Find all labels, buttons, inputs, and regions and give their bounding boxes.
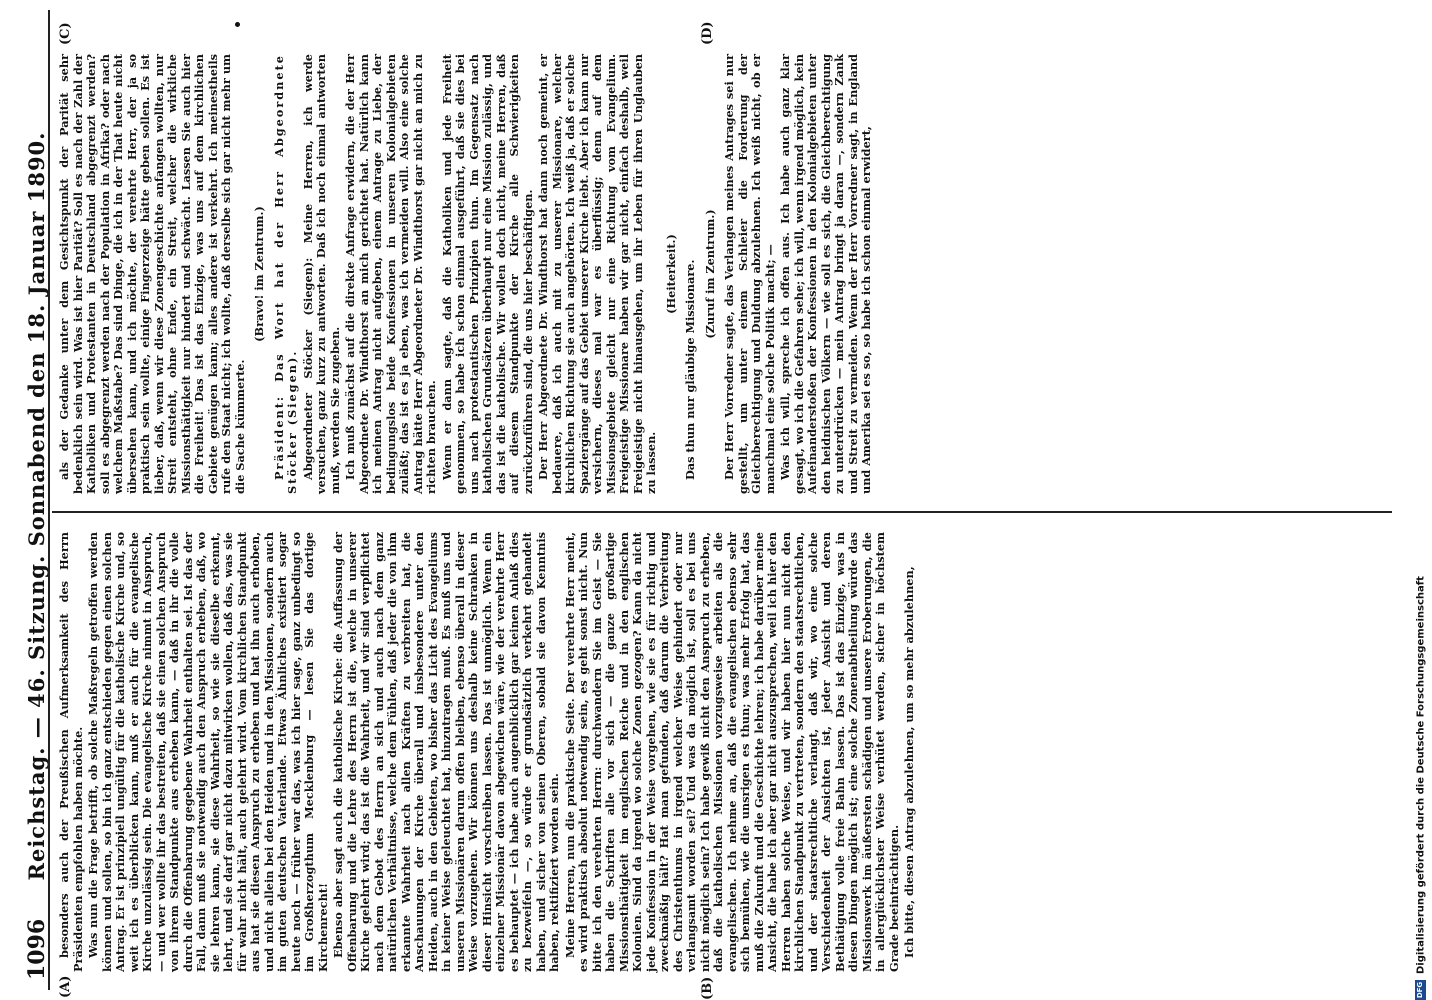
paragraph: Der Herr Vorredner sagte, das Verlangen meines Antrages sei nur gestellt, um unter einem Schleier die Forderung der Gleichberechtigung und Duldung abzulehnen. Ich weiß nicht, ob er manchmal eine solche Politik macht; — — [722, 54, 777, 494]
paragraph: Der Herr Abgeordnete Dr. Windthorst hat dann noch gemeint, er bedauere, daß ich auch mit zu unserer Missionare, welcher kirchlichen Richtung sie auch angehörten. Ich weiß ja, daß er solche Spaziergänge auf das Gebiet unserer Kirche liebt. Aber ich kann nur versichern, dieses mal war es überflüssig; denn auf dem Missionsgebiete gleicht nur eine Richtung vom Evangelium. Freigeistige Missionare haben wir gar nicht, einfach deshalb, weil Freigeistige nicht hinausgehen, um ihr Leben für ihren Unglauben zu lassen. — [536, 54, 658, 494]
paragraph: besonders auch der Preußischen Aufmerksamkeit des Herrn Präsidenten empfohlen haben möchte. — [57, 532, 85, 972]
speaker-line: Präsident: Das Wort hat der Herr Abgeordnete Stöcker (Siegen). — [271, 54, 299, 494]
paragraph: Abgeordneter Stöcker (Siegen): Meine Herren, ich werde versuchen, ganz kurz zu antworten. Daß ich noch einmal antworten muß, werden Sie zugeben. — [300, 54, 342, 494]
interjection: (Heiterkeit.) — [663, 234, 678, 314]
page-title: Reichstag. — 46. Sitzung. Sonnabend den 18. Januar 1890. — [24, 131, 49, 881]
right-column — [58, 54, 876, 494]
paragraph: Was ich will, spreche ich offen aus. Ich habe auch ganz klar gesagt, wo ich die Gefahren sehe; ich will, wenn irgend möglich, kein Aufeinanderstoßen der Konfessionen in den Kolonialgebieten unter den heidnischen Völkern — wie soll es sich, die Gleichberechtigung zu unterdrücken — mein Antrag bringt ja daran —, sondern Zank und Streit zu vermeiden. Wenn der Herr Vorredner sagt, in England und Amerika sei es so, so habe ich schon einmal erwidert, — [778, 53, 873, 494]
paragraph: Meine Herren, nun die praktische Seite. Der verehrte Herr meint, es wird praktisch absolut notwendig sein, es geht sonst nicht. Nun bitte ich den verehrten Herrn: durchwandern Sie im Geist — Sie haben die Schriften alle vor sich — die ganze großartige Missionsthätigkeit im englischen Reiche und in den englischen Kolonien. Sind da irgend wo solche Zonen gezogen? Kann da nicht jede Konfession in der Weise vorgehen, wie sie es für richtig und zweckmäßig hält? Hat man gefunden, daß darum die Verbreitung des Christenthums in irgend welcher Weise gehindert oder nur verlangsamt worden sei? Und was da möglich ist, soll es bei uns nicht möglich sein? Ich habe gewiß nicht den Anspruch zu erheben, daß die katholischen Missionen vorzugsweise arbeiten als die evangelischen. Ich nehme an, daß die evangelischen ebenso sehr sich bemühen, wie die unsrigen es thun; was mehr Erfolg hat, das muß die Zukunft und die Geschichte lehren; ich habe darüber meine Ansicht, die habe ich aber gar nicht auszusprechen, weil ich hier den Herren haben solche Weise, und wir haben hier nun nicht den kirchlichen Standpunkt zu vertreten, sondern den staatsrechtlichen, und der staatsrechtliche verlangt, daß wir, wo eine solche Verschiedenheit der Ansichten ist, jeder Ansicht und deren Bethätigung volle freie Bahn lassen. Das ist das Einzige, was in diesen Dingen möglich ist; eine solche Zonenabtheilung würde das Missionswerk im äußersten schädigen und unsere Eroberungen, die in allerglücklichster Weise verhütet werden, sicher in höchstem Grade beeinträchtigen. — [562, 532, 901, 972]
margin-mark-d: (D) — [700, 21, 715, 45]
margin-mark-a: (A) — [58, 975, 73, 998]
interjection: (Bravo! im Zentrum.) — [252, 206, 266, 342]
margin-mark-b: (B) — [700, 976, 715, 1000]
funding-note-text: Digitalisierung gefördert durch die Deutsche Forschungsgemeinschaft — [1415, 576, 1427, 974]
margin-mark-c: (C) — [58, 22, 73, 45]
paragraph: als der Gedanke unter dem Gesichtspunkt der Parität sehr bedenklich sein wird. Was ist hier Parität? Soll es nach der Zahl der Katholiken und Protestanten in Deutschland abgegrenzt werden? soll es abgegrenzt werden nach der Population in Afrika? oder nach welchem Maßstabe? Das sind Dinge, die ich in der That heute nicht übersehen kann, und ich möchte, der verehrte Herr, der ja so praktisch sein wollte, einige Fingerzeige hätte geben sollen. Es ist lieber, daß, wenn wir diese Zonengeschichte anfangen wollten, nur Streit entsteht, ohne Ende, ein Streit, welcher die wirkliche Missionsthätigkeit nur hindert und schwächt. Lassen Sie auch hier die Freiheit! Das ist das Einzige, was uns auf dem kirchlichen Gebiete genügen kann; alles andere ist verkehrt. Ich meinestheils rufe den Staat nicht; ich wollte, daß derselbe sich gar nicht mehr um die Sache kümmerte. — [57, 54, 247, 494]
ink-dot — [235, 22, 240, 27]
paragraph: Ich muß zunächst auf die direkte Anfrage erwidern, die der Herr Abgeordnete Dr. Windthorst an mich gerichtet hat. Natürlich kann ich meinen Antrag nicht aufgeben, einem Antrage zu Liebe, der bedingungslos beide Konfessionen in unseren Kolonialgebieten zuläßt; das ist es ja eben, was ich vermeiden will. Also eine solche Antrag hätte Herr Abgeordneter Dr. Windthorst gar nicht an mich zu richten brauchen. — [343, 54, 438, 494]
paragraph: Was nun die Frage betrifft, ob solche Maßregeln getroffen werden können und sollen, so bin ich ganz entschieden gegen einen solchen Antrag. Er ist prinzipiell ungültig für die katholische Kirche und, so weit ich es überblicken kann, muß er auch für die evangelische Kirche unzulässig sein. Die evangelische Kirche nimmt in Anspruch, — und wer wollte ihr das bestreiten, daß sie einen solchen Anspruch von ihrem Standpunkte aus erheben kann, — daß in ihr die volle durch die Offenbarung gegebene Wahrheit enthalten sei. Ist das der Fall, dann muß sie notwendig auch den Anspruch erheben, daß, wo sie lehren kann, sie diese Wahrheit, so wie sie dieselbe erkennt, lehrt, und sie darf gar nicht dazu mitwirken wollen, daß das, was sie für wahr nicht hält, auch gelehrt wird. Vom kirchlichen Standpunkt aus hat sie diesen Anspruch zu erheben und hat ihn auch erhoben, und nicht allein bei den Heiden und in den Missionen, sondern auch im guten deutschen Vaterlande. Etwas Ähnliches existiert sogar heute noch — früher war das, was ich hier sage, ganz unbedingt so im Großherzogthum Mecklenburg — lesen Sie das dortige Kirchenrecht! — [86, 532, 330, 972]
page-number: 1096 — [24, 918, 50, 980]
paragraph: Ich bitte, diesen Antrag abzulehnen, um so mehr abzulehnen, — [902, 566, 916, 958]
paragraph: Wenn er dann sagte, daß die Katholiken und jede Freiheit genommen, so habe ich schon einmal ausgeführt, daß sie dies bei uns nach protestantischen Prinzipien thun. Im Gegensatz nach katholischen Grundsätzen überhaupt nur eine Mission zulässig, und das ist die katholische. Wir wollen doch nicht, meine Herren, daß auf diesem Standpunkte der Kirche alle Schwierigkeiten zurückzuführen sind, die uns hier beschäftigen. — [439, 54, 535, 494]
interjection: (Zuruf im Zentrum.) — [702, 209, 717, 339]
left-column — [58, 532, 919, 972]
column-divider — [52, 511, 1392, 513]
paragraph: Ebenso aber sagt auch die katholische Kirche: die Auffassung der Offenbarung und die Lehre des Herrn ist die, welche in unserer Kirche gelehrt wird; das ist die Wahrheit, und wir sind verpflichtet nach dem Gebot des Herrn an sich und auch nach dem ganz natürlichen Verhältnisse, welche dem Fühlen, daß jeder die von ihm erkannte Wahrheit nach allen Kräften zu verbreiten hat, die Anschauungen der Kirche überall und insbesondere unter den Heiden, auch in den Gebieten, wo bisher das Licht des Evangeliums in keiner Weise geleuchtet hat, hinzutragen muß. Es muß uns und unseren Missionären darum offen bleiben, ebenso überall in dieser Weise vorzugehen. Wir können uns deshalb keine Schranken in dieser Hinsicht vorschreiben lassen. Das ist unmöglich. Wenn ein einzelner Missionär davon abgewichen wäre, wie der verehrte Herr es behauptet — ich habe auch augenblicklich gar keinen Anlaß dies zu bezweifeln —, so würde er grundsätzlich verkehrt gehandelt haben, und sicher von seinen Oberen, sobald sie davon Kenntnis haben, rektifiziert worden sein. — [331, 532, 561, 972]
header-rule — [48, 10, 50, 990]
dfg-logo-icon: DFG — [1416, 981, 1424, 999]
paragraph: Das thun nur gläubige Missionare. — [683, 259, 697, 480]
page-header — [18, 20, 48, 992]
